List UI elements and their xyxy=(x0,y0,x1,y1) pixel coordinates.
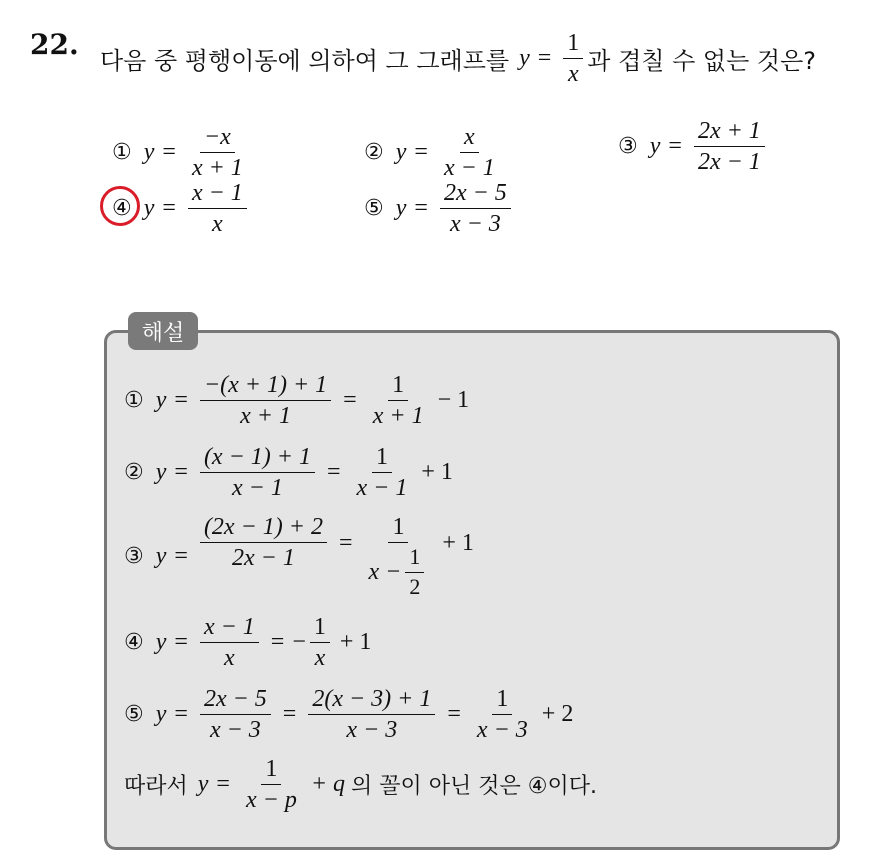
choice-3-den: 2x − 1 xyxy=(697,149,761,176)
solution-badge: 해설 xyxy=(128,312,198,350)
choice-3-mark: ③ xyxy=(618,134,638,160)
solution-line-5-mark: ⑤ xyxy=(124,702,144,728)
sol2-f1-den: x − 1 xyxy=(232,475,283,502)
sol5-f2-den: x − 3 xyxy=(346,717,398,744)
question-equals: = xyxy=(537,45,552,72)
question-text-after: 과 겹칠 수 없는 것은? xyxy=(587,47,817,76)
choice-5-num: 2x − 5 xyxy=(440,180,511,209)
choice-2-den: x − 1 xyxy=(443,155,495,182)
solution-line-3-mark: ③ xyxy=(124,543,144,569)
sol5-tail: + 2 xyxy=(541,701,574,728)
solution-conclusion: 따라서 y = $\frac{1}{x - p}$ + q 의 꼴이 아닌 것은 ④이다. xyxy=(124,756,597,814)
question-text-before: 다음 중 평행이동에 의하여 그 그래프를 xyxy=(100,47,510,76)
sol1-f1-den: x + 1 xyxy=(240,403,291,430)
sol2-f1-num: (x − 1) + 1 xyxy=(200,444,315,473)
choice-4[interactable]: ④ y = $\frac{x - 1}{x}$ xyxy=(112,180,251,238)
choice-5[interactable]: ⑤ y = $\frac{2x - 5}{x - 3}$ xyxy=(364,180,515,238)
conclusion-num: 1 xyxy=(261,756,281,785)
sol1-f1-num: −(x + 1) + 1 xyxy=(200,372,331,401)
solution-line-4: ④ y = $\frac{x - 1}{x}$ = − $\frac{1}{x}$ + 1 xyxy=(124,614,372,672)
sol2-f2-num: 1 xyxy=(372,444,392,473)
conclusion-den: x − p xyxy=(245,787,297,814)
choice-2[interactable]: ② y = $\frac{x}{x - 1}$ xyxy=(364,124,503,182)
question-fraction xyxy=(563,30,583,88)
sol4-f2-num: 1 xyxy=(310,614,330,643)
sol2-f2-den: x − 1 xyxy=(356,475,408,502)
sol3-f2-den-pre: x − xyxy=(368,558,402,585)
sol1-f2-den: x + 1 xyxy=(372,403,424,430)
choice-1-num: −x xyxy=(200,124,235,153)
sol4-f1-num: x − 1 xyxy=(200,614,259,643)
choice-5-den: x − 3 xyxy=(449,211,501,238)
sol3-inner-den: 2 xyxy=(409,573,421,599)
conclusion-prefix: 따라서 xyxy=(124,774,188,800)
sol3-inner-num: 1 xyxy=(405,545,424,572)
question-text xyxy=(100,30,816,88)
choice-2-num: x xyxy=(460,124,479,153)
solution-line-2: ② y = $\frac{(x - 1) + 1}{x - 1}$ = $\frac{1}{x - 1}$ + 1 xyxy=(124,444,453,502)
sol5-f2-num: 2(x − 3) + 1 xyxy=(308,686,435,715)
solution-line-5: ⑤ y = $\frac{2x - 5}{x - 3}$ = $\frac{2(x - 3) + 1}{x - 3}$ = $\frac{1}{x - 3}$ + 2 xyxy=(124,686,574,744)
conclusion-suffix: 의 꼴이 아닌 것은 ④이다. xyxy=(351,774,597,800)
solution-line-4-mark: ④ xyxy=(124,630,144,656)
sol3-f1-num: (2x − 1) + 2 xyxy=(200,514,327,543)
sol3-tail: + 1 xyxy=(442,530,474,556)
solution-line-1: ① y = $\frac{-(x + 1) + 1}{x + 1}$ = $\frac{1}{x + 1}$ − 1 xyxy=(124,372,470,430)
choice-4-den: x xyxy=(212,211,223,238)
sol4-f1-den: x xyxy=(224,645,235,672)
choice-4-num: x − 1 xyxy=(188,180,247,209)
sol5-f3-num: 1 xyxy=(492,686,512,715)
choice-1[interactable]: ① y = $\frac{-x}{x + 1}$ xyxy=(112,124,251,182)
sol1-f2-num: 1 xyxy=(388,372,408,401)
question-frac-num: 1 xyxy=(563,30,583,59)
solution-line-3: ③ y = $\frac{(2x - 1) + 2}{2x - 1}$ = 1 x − $\frac{1}{2}$ + 1 xyxy=(124,514,474,599)
choice-4-mark: ④ xyxy=(112,196,132,222)
choice-1-mark: ① xyxy=(112,140,132,166)
sol5-f1-num: 2x − 5 xyxy=(200,686,271,715)
conclusion-plus-q: + q xyxy=(310,771,346,798)
choice-2-mark: ② xyxy=(364,140,384,166)
sol4-minus: − xyxy=(292,629,306,656)
choice-3-num: 2x + 1 xyxy=(694,118,765,147)
choice-5-mark: ⑤ xyxy=(364,196,384,222)
sol3-f2-num: 1 xyxy=(388,514,408,543)
solution-line-1-mark: ① xyxy=(124,388,144,414)
question-number: 22. xyxy=(30,28,79,61)
sol4-tail: + 1 xyxy=(339,629,372,656)
choice-3[interactable]: ③ y = $\frac{2x + 1}{2x - 1}$ xyxy=(618,118,769,176)
question-frac-den: x xyxy=(567,61,579,88)
solution-line-2-mark: ② xyxy=(124,460,144,486)
sol1-tail: − 1 xyxy=(437,387,470,414)
sol4-f2-den: x xyxy=(314,645,326,672)
sol2-tail: + 1 xyxy=(421,459,453,486)
sol3-f1-den: 2x − 1 xyxy=(232,545,295,572)
choice-1-den: x + 1 xyxy=(191,155,243,182)
sol5-f3-den: x − 3 xyxy=(476,717,528,744)
question-y: y xyxy=(519,45,530,72)
sol5-f1-den: x − 3 xyxy=(209,717,261,744)
